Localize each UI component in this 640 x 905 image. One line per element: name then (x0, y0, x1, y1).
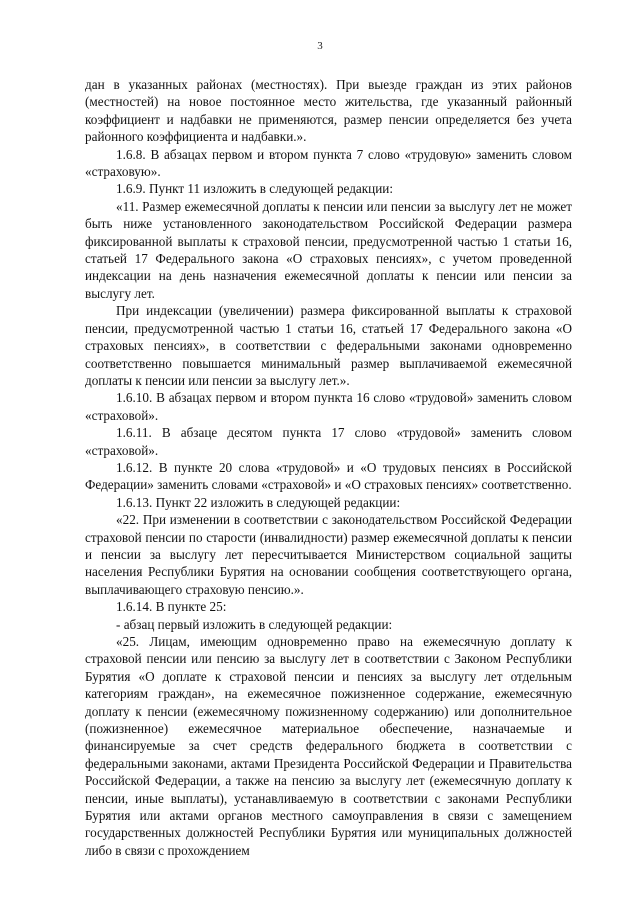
paragraph-1-6-14: 1.6.14. В пункте 25: (116, 599, 227, 615)
paragraph-abzac-first: - абзац первый изложить в следующей редакции: (116, 616, 393, 632)
paragraph-continuation: дан в указанных районах (местностях). При выезде граждан из этих районов (местностей) на новое постоянное место жительства, где указанный районный коэффициент и надбавки не применяются, размер пенсии определяется без учета районного коэффициента и надбавки.». (85, 77, 572, 145)
document-body (85, 76, 572, 859)
paragraph-1-6-10: 1.6.10. В абзацах первом и втором пункта 16 слово «трудовой» заменить словом «страховой». (85, 390, 572, 423)
paragraph-1-6-11: 1.6.11. В абзаце десятом пункта 17 слово «трудовой» заменить словом «страховой». (85, 425, 572, 458)
paragraph-point-25: «25. Лицам, имеющим одновременно право на ежемесячную доплату к страховой пенсии или пенсию за выслугу лет в соответствии с Законом Республики Бурятия «О доплате к страховой пенсии и пенсиях за выслугу лет отдельным категориям граждан», на ежемесячное пожизненное содержание, ежемесячную доплату к пенсии (ежемесячному пожизненному содержанию) или дополнительное (пожизненное) ежемесячное материальное обеспечение, назначаемые и финансируемые за счет средств федерального бюджета в соответствии с федеральными законами, актами Президента Российской Федерации и Правительства Российской Федерации, а также на пенсию за выслугу лет (ежемесячную доплату к пенсии, иные выплаты), устанавливаемую в соответствии с законами Республики Бурятия или актами органов местного самоуправления в связи с замещением государственных должностей Республики Бурятия или муниципальных должностей либо в связи с прохождением (85, 634, 572, 858)
paragraph-1-6-13: 1.6.13. Пункт 22 изложить в следующей редакции: (116, 494, 401, 510)
page-number: 3 (317, 40, 323, 52)
paragraph-point-11: «11. Размер ежемесячной доплаты к пенсии или пенсии за выслугу лет не может быть ниже установленного законодательством Российской Федерации размера фиксированной выплаты к страховой пенсии, предусмотренной частью 1 статьи 16, статьей 17 Федерального закона «О страховых пенсиях», с учетом проведенной индексации на день назначения ежемесячной доплаты к пенсии или пенсии за выслугу лет. (85, 198, 572, 301)
paragraph-point-22: «22. При изменении в соответствии с законодательством Российской Федерации страховой пенсии по старости (инвалидности) размер ежемесячной доплаты к пенсии и пенсии за выслугу лет пересчитывается Министерством социальной защиты населения Республики Бурятия на основании сообщения соответствующего органа, выплачивающего страховую пенсию.». (85, 512, 572, 597)
paragraph-1-6-9: 1.6.9. Пункт 11 изложить в следующей редакции: (116, 181, 394, 197)
paragraph-1-6-12: 1.6.12. В пункте 20 слова «трудовой» и «О трудовых пенсиях в Российской Федерации» заменить словами «страховой» и «О страховых пенсиях» соответственно. (85, 459, 572, 493)
paragraph-1-6-8: 1.6.8. В абзацах первом и втором пункта 7 слово «трудовую» заменить словом «страховую». (85, 146, 572, 180)
paragraph-indexation: При индексации (увеличении) размера фиксированной выплаты к страховой пенсии, предусмотренной частью 1 статьи 16, статьей 17 Федерального закона «О страховых пенсиях», в соответствии с федеральными законами одновременно соответственно повышается минимальный размер выплачиваемой ежемесячной доплаты к пенсии или пенсии за выслугу лет.». (85, 303, 572, 388)
